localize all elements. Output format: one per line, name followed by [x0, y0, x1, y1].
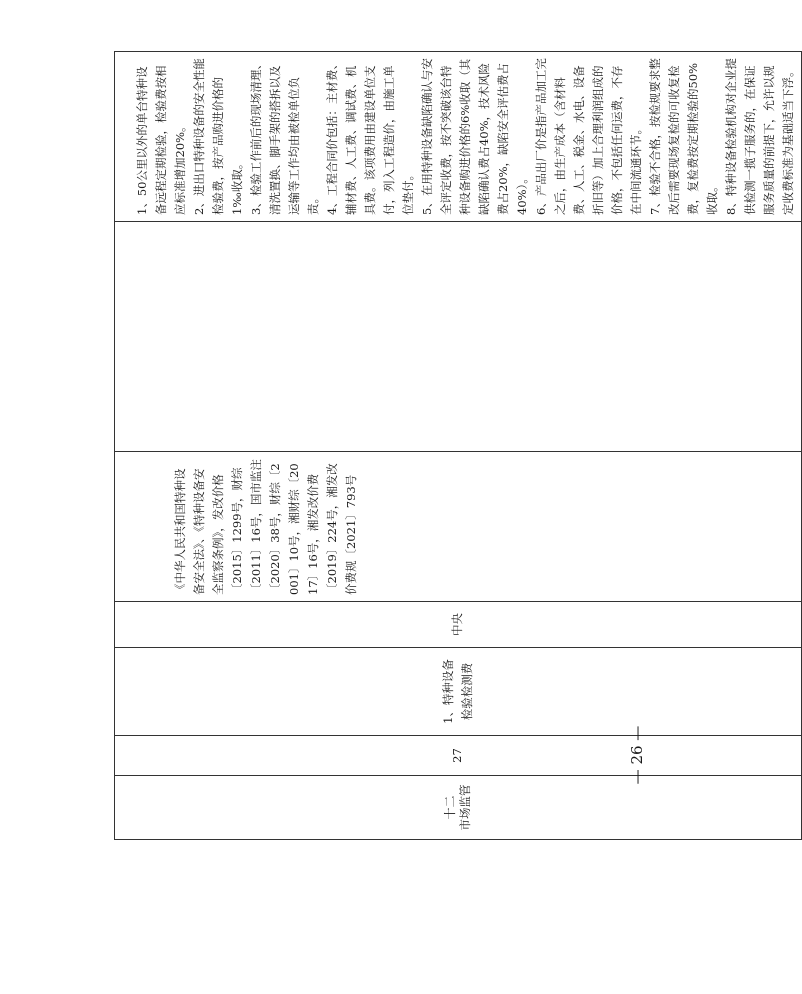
table-header-spacer-row	[100, 52, 114, 840]
category-number: 十二	[442, 795, 457, 820]
basis-cell: 《中华人民共和国特种设备安全法》、《特种设备安全监察条例》，发改价格〔2015〕1299号，财综〔2011〕16号，国市监注〔2020〕38号，财综〔2001〕10号，湘财综〔2017〕16号，湘发改价费〔2019〕224号，湘发改价费规〔2021〕793号	[114, 452, 801, 602]
seq-cell: 27	[114, 736, 801, 776]
note-item: 7、检验不合格，按检规要求整改后需要现场复检的可收复检费，复检费按定期检验的50%收取。	[647, 58, 719, 215]
fee-table	[100, 51, 802, 840]
note-item: 8、特种设备检验机构对企业提供检测一揽子服务的，在保证服务质量的前提下，允许以规定收费标准为基础适当下浮。	[723, 58, 795, 215]
category-name: 市场监管	[457, 784, 472, 831]
note-item: 4、工程合同价包括：主材费、辅材费、人工费、调试费、机具费。该项费用由建设单位支付，列入工程造价，由施工单位垫付。	[324, 58, 415, 215]
note-item: 2、进出口特种设备的安全性能检验费，按产品购进价格的1‰收取。	[191, 58, 244, 215]
category-cell	[114, 776, 801, 840]
note-item: 5、在用特种设备缺陷确认与安全评定收费，按不突破该台特种设备购进价格的6%收取（其缺陷确认费占40%，技术风险费占20%，缺陷安全评估费占40%）。	[419, 58, 529, 215]
page-number: — 26 —	[628, 725, 646, 785]
note-item: 6、产品出厂价是指产品加工完之后，由生产成本（含材料费、人工、税金、水电、设备折旧等）加上合理利润组成的价格，不包括任何运费，不存在中间流通环节。	[533, 58, 643, 215]
item-name-cell: 1、特种设备检验检测费	[114, 648, 801, 736]
note-item: 1、50公里以外的单台特种设备远程定期检验，检验费按相应标准增加20%。	[134, 65, 187, 215]
standard-cell	[114, 222, 801, 452]
notes-cell	[114, 52, 801, 222]
table-row	[114, 52, 801, 840]
note-item: 3、检验工作前后的现场清理、清洗置换、脚手架的搭拆以及运输等工作均由被检单位负责。	[248, 58, 320, 215]
level-cell: 中央	[114, 602, 801, 648]
